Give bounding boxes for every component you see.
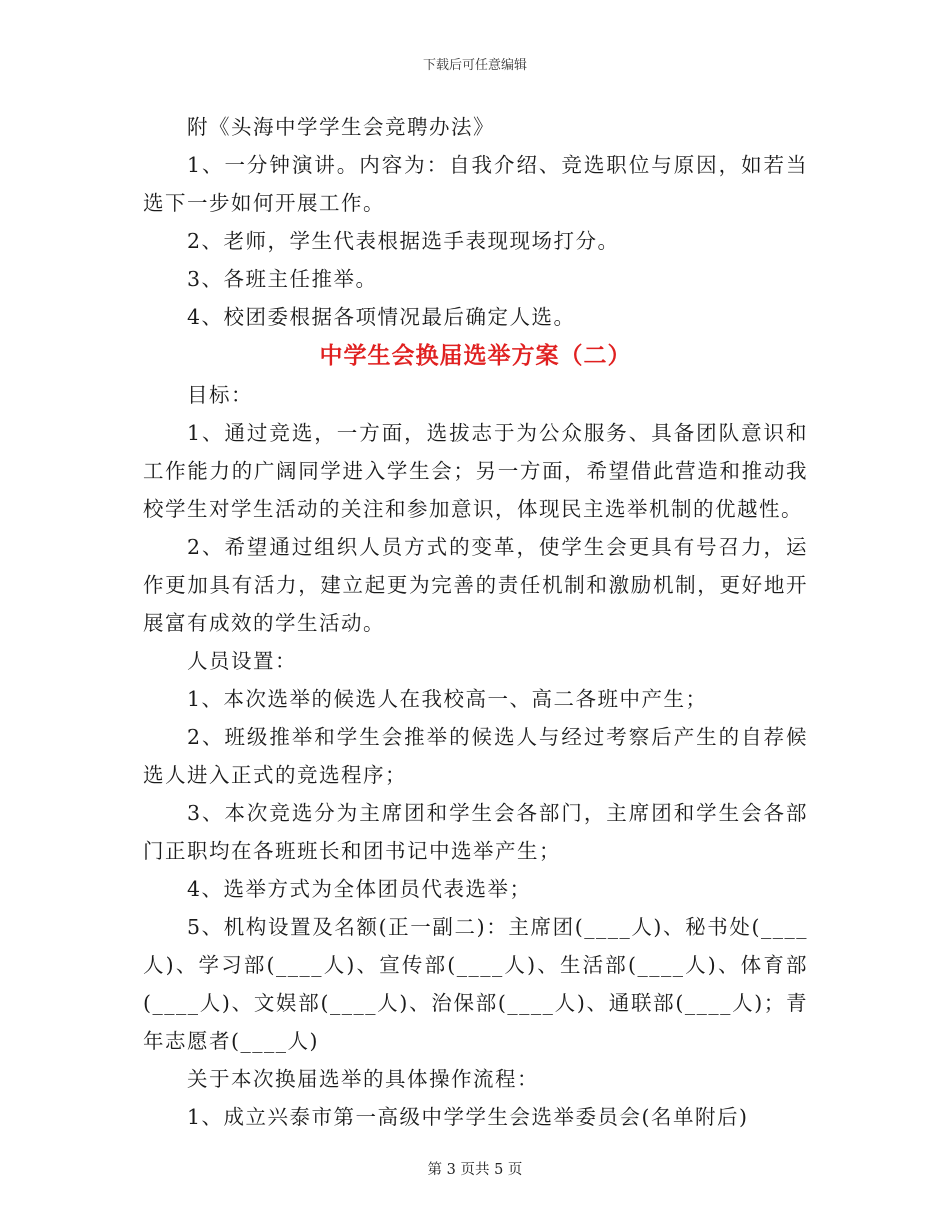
paragraph-goal-2: 2、希望通过组织人员方式的变革，使学生会更具有号召力，运作更加具有活力，建立起更为完善的责任机制和激励机制，更好地开展富有成效的学生活动。: [143, 535, 808, 635]
paragraph-item-2: 2、老师，学生代表根据选手表现现场打分。: [187, 229, 620, 253]
paragraph-process-1: 1、成立兴泰市第一高级中学学生会选举委员会(名单附后): [187, 1105, 749, 1129]
paragraph-goal-1: 1、通过竞选，一方面，选拔志于为公众服务、具备团队意识和工作能力的广阔同学进入学生会；另一方面，希望借此营造和推动我校学生对学生活动的关注和参加意识，体现民主选举机制的优越性。: [143, 421, 808, 521]
paragraph-item-3: 3、各班主任推举。: [187, 267, 378, 291]
paragraph-process-heading: 关于本次换届选举的具体操作流程：: [187, 1067, 539, 1091]
paragraph-staff-1: 1、本次选举的候选人在我校高一、高二各班中产生；: [187, 687, 708, 711]
section-title: 中学生会换届选举方案（二）: [319, 342, 632, 369]
paragraph-item-4: 4、校团委根据各项情况最后确定人选。: [187, 305, 576, 329]
paragraph-staff-3: 3、本次竞选分为主席团和学生会各部门，主席团和学生会各部门正职均在各班班长和团书记中选举产生；: [143, 801, 808, 863]
header-note: 下载后可任意编辑: [422, 58, 527, 73]
paragraph-staff-5: 5、机构设置及名额(正一副二)：主席团(____人)、秘书处(____人)、学习部(____人)、宣传部(____人)、生活部(____人)、体育部(____人)、文娱部(____人)、治保部(____人)、通联部(____人)；青年志愿者(____人): [143, 915, 808, 1053]
paragraph-staff-heading: 人员设置：: [187, 649, 297, 673]
paragraph-staff-4: 4、选举方式为全体团员代表选举；: [187, 877, 532, 901]
paragraph-goal-heading: 目标：: [187, 383, 253, 407]
paragraph-staff-2: 2、班级推举和学生会推举的候选人与经过考察后产生的自荐候选人进入正式的竞选程序；: [143, 725, 808, 787]
paragraph-attachment-title: 附《头海中学学生会竞聘办法》: [187, 115, 495, 139]
page-number: 第 3 页共 5 页: [427, 1162, 523, 1178]
document-body: [143, 108, 808, 1136]
paragraph-item-1: 1、一分钟演讲。内容为：自我介绍、竞选职位与原因，如若当选下一步如何开展工作。: [143, 153, 808, 215]
